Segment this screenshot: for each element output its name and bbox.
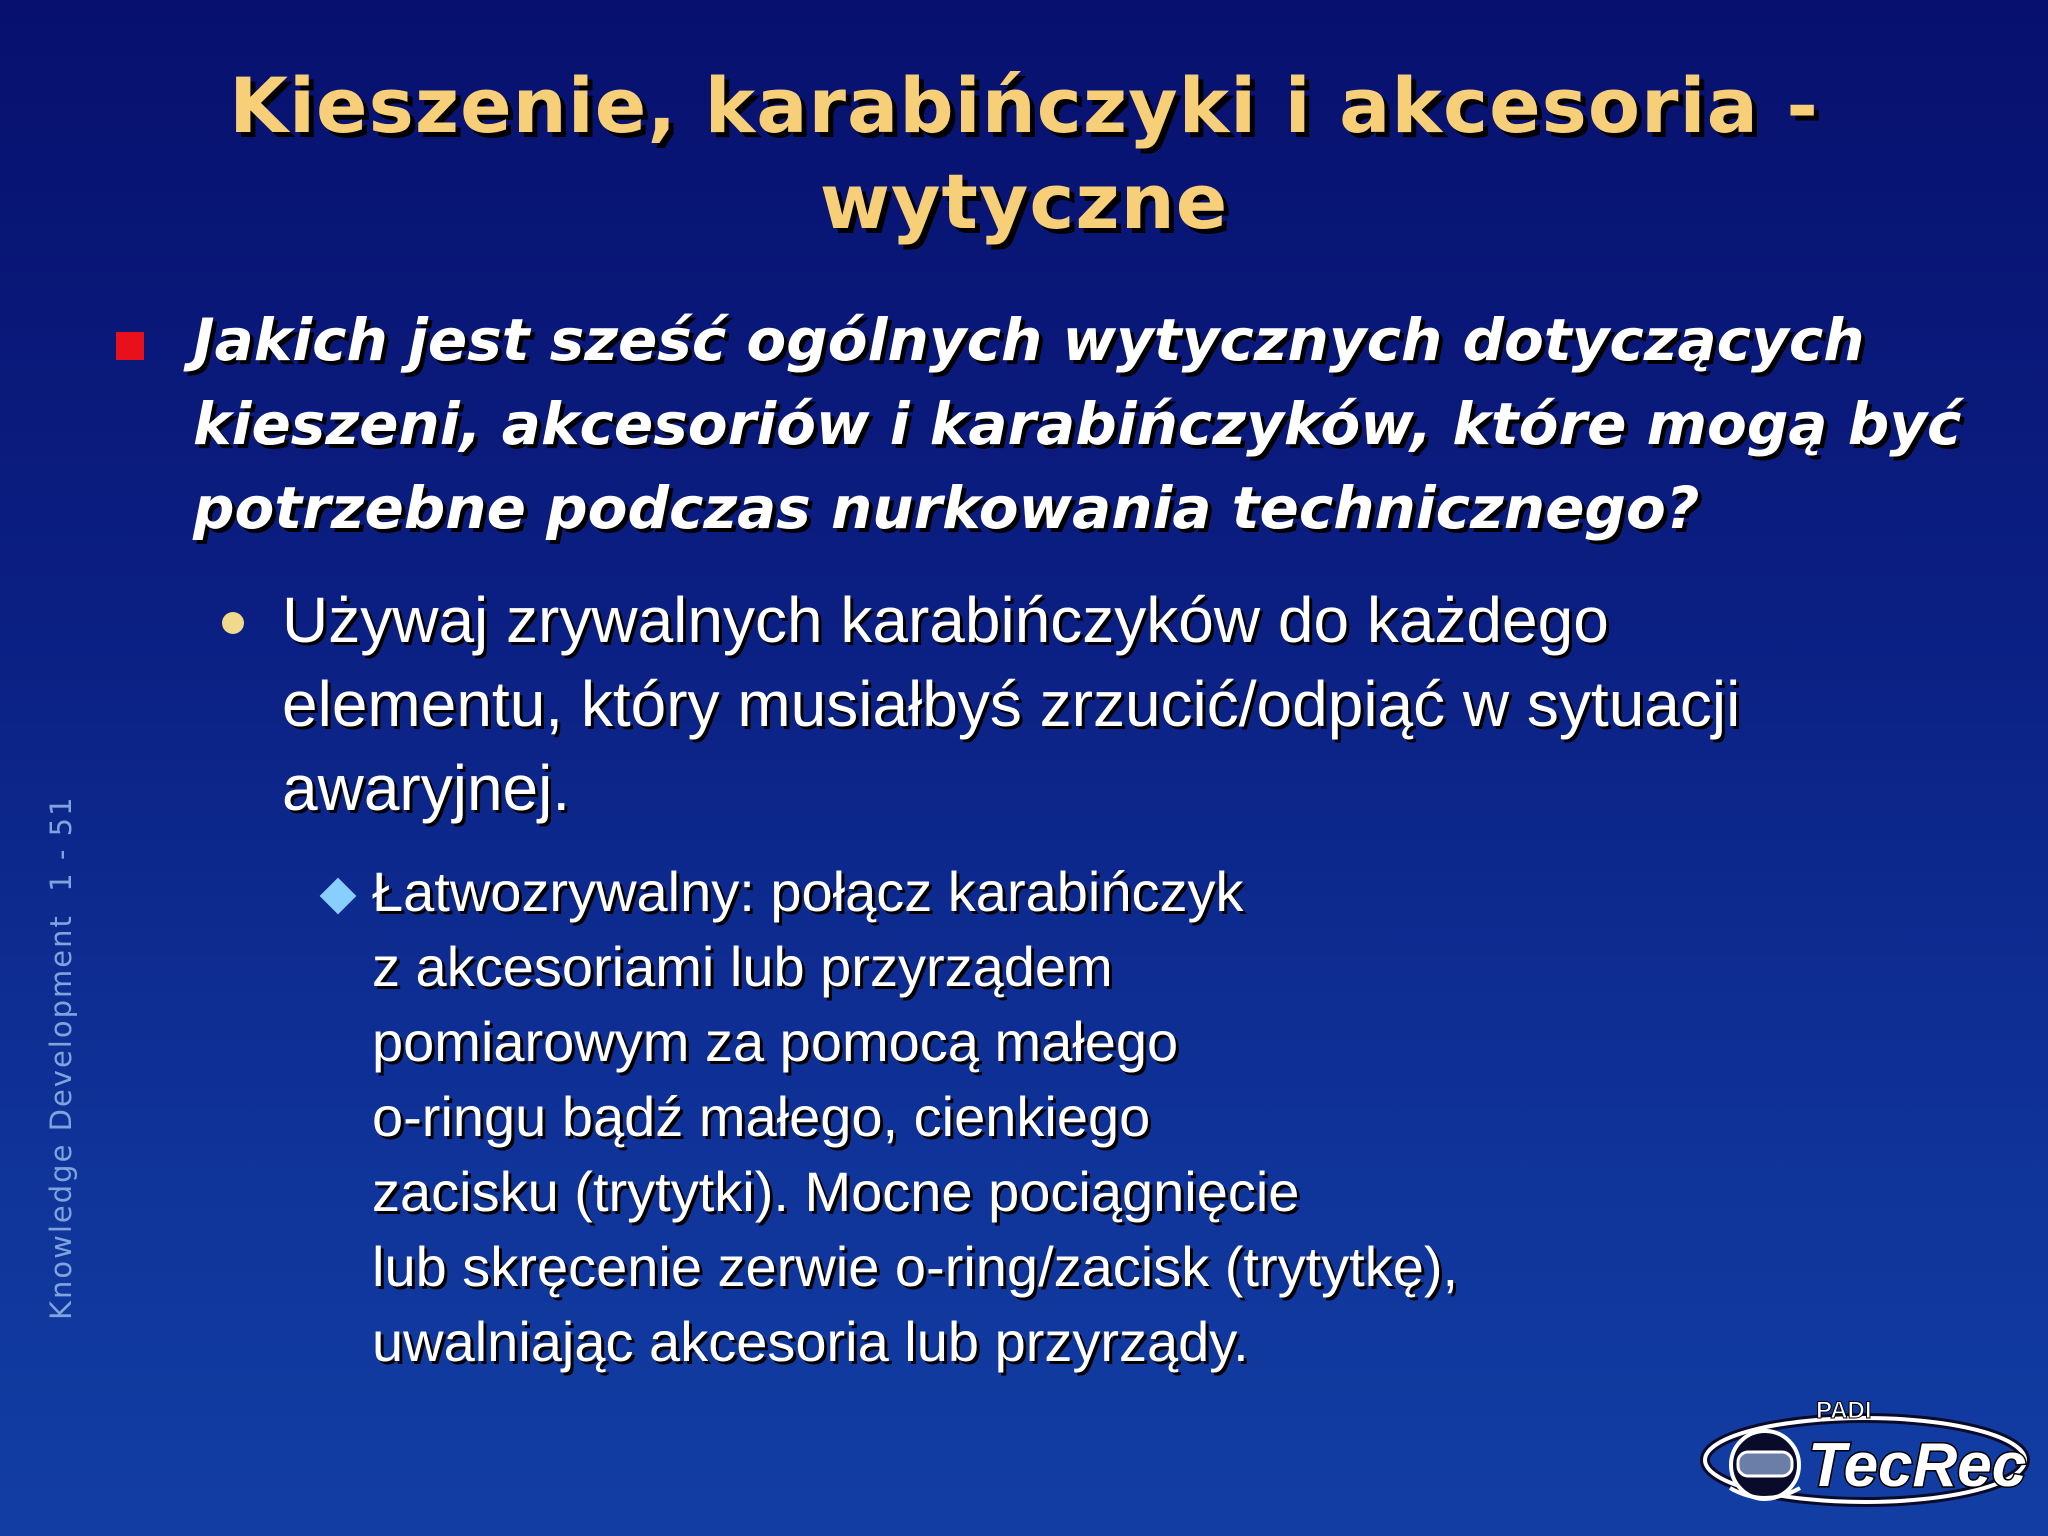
square-bullet-icon: [116, 332, 144, 360]
main-point-line-1: Używaj zrywalnych karabińczyków do każdego: [282, 584, 1609, 656]
slide-title-line-2: wytyczne: [819, 157, 1229, 246]
sub-point-line: z akcesoriami lub przyrządem: [372, 935, 1113, 998]
sub-point-line: o-ringu bądź małego, cienkiego: [372, 1085, 1151, 1148]
slide-title-line-1: Kieszenie, karabińczyki i akcesoria -: [229, 61, 1819, 150]
padi-tecrec-logo: [1700, 1390, 2030, 1520]
diver-mask-icon: [1730, 1431, 1800, 1499]
question-line-1: Jakich jest sześć ogólnych wytycznych dotyczących: [193, 306, 1865, 374]
main-point-line-2: elementu, który musiałbyś zrzucić/odpiąć w sytuacji: [282, 668, 1741, 740]
logo-tecrec-text: TecRec: [1808, 1431, 2027, 1500]
sub-point-line: pomiarowym za pomocą małego: [372, 1010, 1179, 1073]
question-text: [193, 298, 1983, 550]
sub-point-line: uwalniając akcesoria lub przyrządy.: [372, 1310, 1249, 1373]
sub-point-line: lub skręcenie zerwie o-ring/zacisk (trytytkę),: [372, 1235, 1459, 1298]
main-point-line-3: awaryjnej.: [282, 752, 571, 824]
round-bullet-icon: [222, 612, 244, 634]
diamond-bullet-icon: [320, 878, 357, 915]
sub-point: [372, 854, 1672, 1379]
question-line-3: potrzebne podczas nurkowania technicznego?: [193, 474, 1700, 542]
sub-point-line: Łatwozrywalny: połącz karabińczyk: [372, 860, 1244, 923]
question-line-2: kieszeni, akcesoriów i karabińczyków, które mogą być: [193, 390, 1962, 458]
sub-point-line: zacisku (trytytki). Mocne pociągnięcie: [372, 1160, 1300, 1223]
side-label: Knowledge Development 1 - 51: [44, 795, 78, 1320]
slide-title: [100, 58, 1948, 250]
main-point: [282, 578, 1922, 830]
logo-padi-text: PADI: [1816, 1397, 1872, 1424]
